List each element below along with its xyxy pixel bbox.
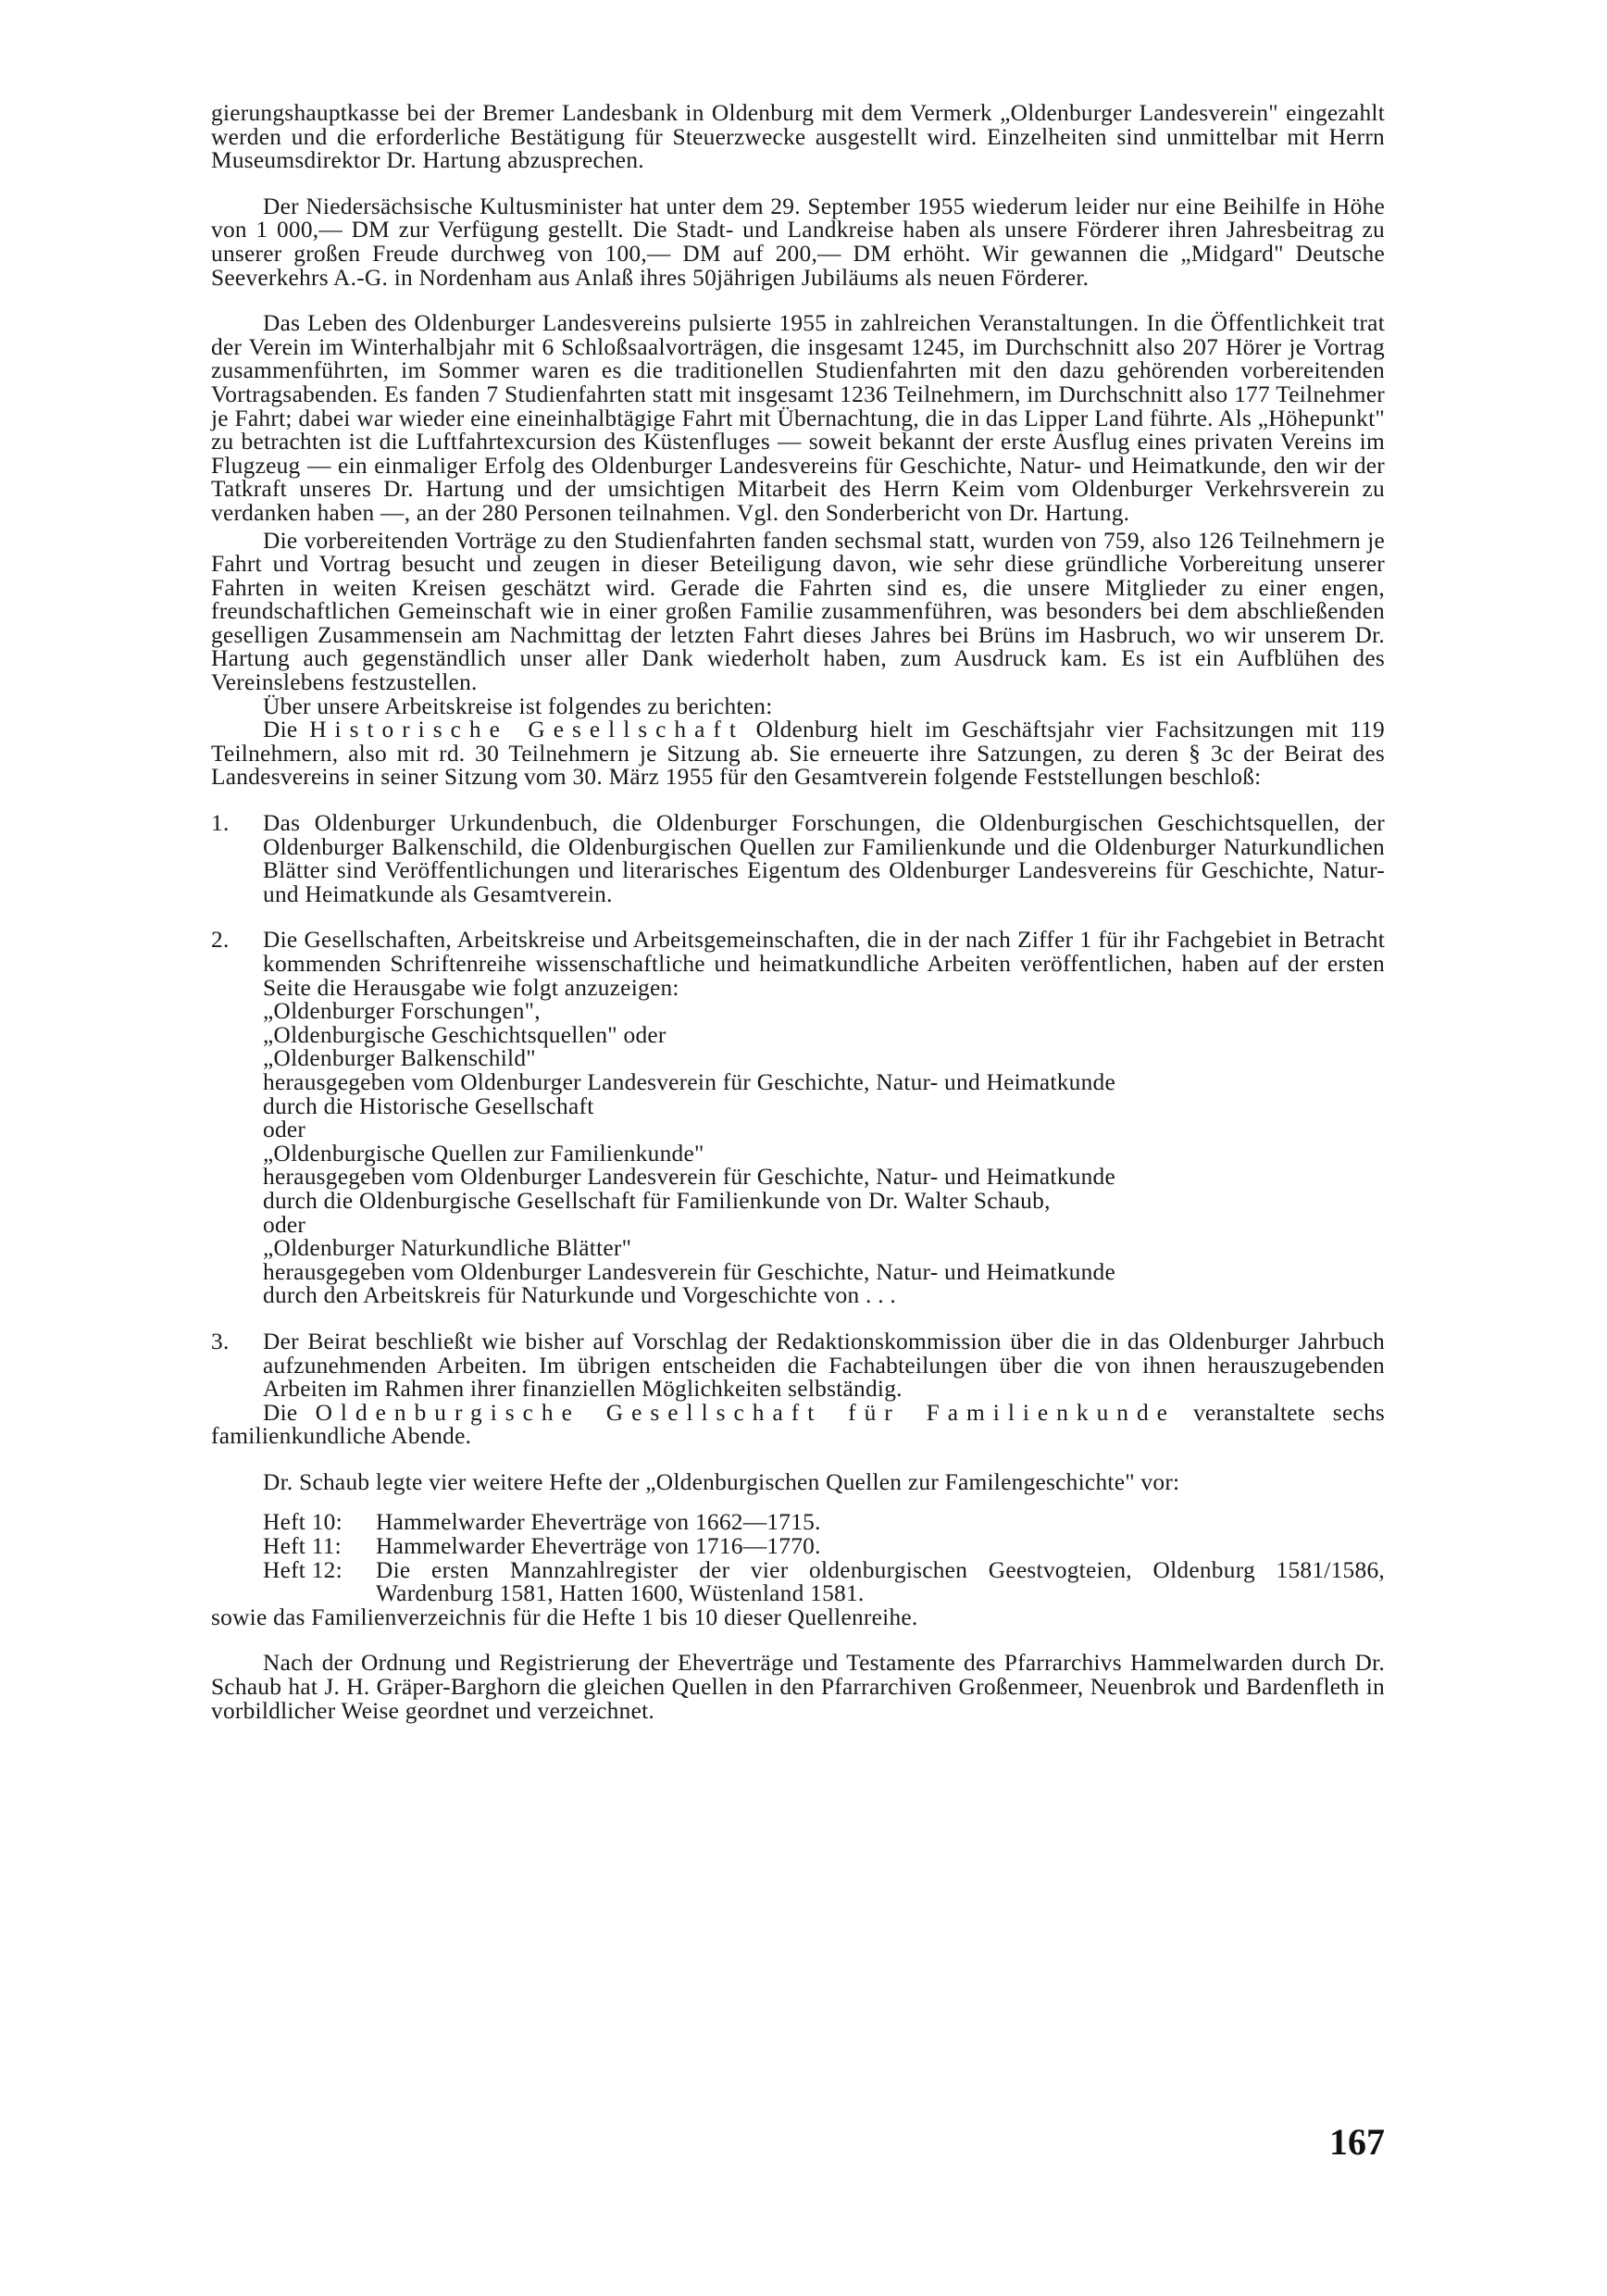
list-line: durch die Oldenburgische Gesellschaft für Familienkunde von Dr. Walter Schaub,: [263, 1187, 1051, 1214]
list-number: 3.: [211, 1328, 230, 1354]
heft-text: Die ersten Mannzahlregister der vier oldenburgischen Geestvogteien, Oldenburg 1581/1586, Wardenburg 1581, Hatten 1600, Wüstenland 1581.: [376, 1556, 1385, 1607]
heft-label: Heft 11:: [263, 1533, 342, 1560]
paragraph-kasse: gierungshauptkasse bei der Bremer Landesbank in Oldenburg mit dem Vermerk „Oldenburger Landesverein" eingezahlt werden und die erforderliche Bestätigung für Steuerzwecke ausgestellt wird. Einzelheiten sind unmittelbar mit Herrn Museumsdirektor Dr. Hartung abzusprechen.: [211, 100, 1385, 174]
paragraph-arbeitskreise: Über unsere Arbeitskreise ist folgendes zu berichten:: [263, 693, 773, 719]
paragraph-familienverzeichnis: sowie das Familienverzeichnis für die Hefte 1 bis 10 dieser Quellenreihe.: [211, 1603, 918, 1630]
paragraph-kultusminister: Der Niedersächsische Kultusminister hat unter dem 29. September 1955 wiederum leider nur eine Beihilfe in Höhe von 1 000,— DM zur Verfügung gestellt. Die Stadt- und Landkreise haben als unsere Förderer ihren Jahresbeitrag zu unserer großen Freude durchweg von 100,— DM auf 200,— DM erhöht. Wir gewannen die „Midgard" Deutsche Seeverkehrs A.-G. in Nordenham aus Anlaß ihres 50jährigen Jubiläums als neuen Förderer.: [211, 193, 1385, 291]
list-line: „Oldenburger Forschungen",: [263, 998, 541, 1025]
document-page: [211, 102, 1385, 1723]
fk-post: veranstaltete sechs familienkundliche Abende.: [211, 1399, 1386, 1450]
page-number: 167: [1329, 2121, 1385, 2163]
heft-text: Hammelwarder Eheverträge von 1662—1715.: [376, 1509, 821, 1536]
fk-pre: Die: [263, 1399, 316, 1426]
list-item-1: [211, 812, 1385, 906]
hg-post: Oldenburg hielt im Geschäftsjahr vier Fachsitzungen mit 119 Teilnehmern, also mit rd. 30 Teilnehmern je Sitzung ab. Sie erneuerte ihre Satzungen, zu deren § 3c der Beirat des Landesvereins in seiner Sitzung vom 30. März 1955 für den Gesamtverein folgende Feststellungen beschloß:: [211, 717, 1386, 791]
heft-label: Heft 12:: [263, 1556, 343, 1583]
paragraph-graeper-barghorn: Nach der Ordnung und Registrierung der Eheverträge und Testamente des Pfarrarchivs Hammelwarden durch Dr. Schaub hat J. H. Gräper-Barghorn die gleichen Quellen in den Pfarrarchiven Großenmeer, Neuenbrok und Bardenfleth in vorbildlicher Weise geordnet und verzeichnet.: [211, 1650, 1385, 1724]
list-line: „Oldenburger Naturkundliche Blätter": [263, 1235, 632, 1262]
hg-pre: Die: [263, 717, 310, 743]
paragraph-schaub-hefte: Dr. Schaub legte vier weitere Hefte der „Oldenburgischen Quellen zur Familengeschichte" vor:: [263, 1468, 1180, 1495]
list-line: herausgegeben vom Oldenburger Landesverein für Geschichte, Natur- und Heimatkunde: [263, 1068, 1116, 1095]
list-line: herausgegeben vom Oldenburger Landesverein für Geschichte, Natur- und Heimatkunde: [263, 1164, 1116, 1191]
list-line: oder: [263, 1211, 306, 1238]
feststellungen-list: [211, 812, 1385, 1402]
list-line: durch die Historische Gesellschaft: [263, 1092, 594, 1119]
heft-row: [263, 1511, 1385, 1535]
list-line: „Oldenburgische Quellen zur Familienkunde": [263, 1140, 704, 1167]
list-line: oder: [263, 1117, 306, 1143]
heft-row: [263, 1556, 1385, 1607]
list-line: „Oldenburger Balkenschild": [263, 1045, 536, 1072]
list-line: „Oldenburgische Geschichtsquellen" oder: [263, 1021, 666, 1048]
list-item-3: [211, 1330, 1385, 1402]
list-line: durch den Arbeitskreis für Naturkunde und Vorgeschichte von . . .: [263, 1282, 897, 1309]
list-item-intro: Die Gesellschaften, Arbeitskreise und Arbeitsgemeinschaften, die in der nach Ziffer 1 für ihr Fachgebiet in Betracht kommenden Schriftenreihe wissenschaftliche und heimatkundliche Arbeiten veröffentlichen, haben auf der ersten Seite die Herausgabe wie folgt anzuzeigen:: [263, 927, 1385, 1001]
list-number: 1.: [211, 810, 230, 837]
paragraph-vereinsleben: Das Leben des Oldenburger Landesvereins pulsierte 1955 in zahlreichen Veranstaltungen. In die Öffentlichkeit trat der Verein im Winterhalbjahr mit 6 Schloßsaalvorträgen, die insgesamt 1245, im Durchschnitt also 207 Hörer je Vortrag zusammenführten, im Sommer waren es die traditionellen Studienfahrten mit den dazu gehörenden vorbereitenden Vortragsabenden. Es fanden 7 Studienfahrten statt mit insgesamt 1236 Teilnehmern, im Durchschnitt also 177 Teilnehmer je Fahrt; dabei war wieder eine eineinhalbtägige Fahrt mit Übernachtung, die in das Lipper Land führte. Als „Höhepunkt" zu betrachten ist die Luftfahrtexcursion des Küstenfluges — soweit bekannt der erste Ausflug eines privaten Vereins im Flugzeug — ein einmaliger Erfolg des Oldenburger Landesvereins für Geschichte, Natur- und Heimatkunde, den wir der Tatkraft unseres Dr. Hartung und der umsichtigen Mitarbeit des Herrn Keim vom Oldenburger Verkehrsverein zu verdanken haben —, an der 280 Personen teilnahmen. Vgl. den Sonderbericht von Dr. Hartung.: [211, 310, 1385, 526]
paragraph-familienkunde: [211, 1399, 1386, 1450]
hefte-list: [211, 1511, 1385, 1605]
list-line: herausgegeben vom Oldenburger Landesverein für Geschichte, Natur- und Heimatkunde: [263, 1258, 1116, 1285]
list-item-2: [211, 929, 1385, 1308]
paragraph-vortraege: Die vorbereitenden Vorträge zu den Studienfahrten fanden sechsmal statt, wurden von 759, also 126 Teilnehmern je Fahrt und Vortrag besucht und zeugen in dieser Beteiligung davon, wie sehr diese gründliche Vorbereitung unserer Fahrten in weiten Kreisen geschätzt wird. Gerade die Fahrten sind es, die unsere Mitglieder zu einer engen, freundschaftlichen Gemeinschaft wie in einer großen Familie zusammenführen, was besonders bei dem abschließenden geselligen Zusammensein am Nachmittag der letzten Fahrt dieses Jahres bei Brüns im Hasbruch, wo wir unserem Dr. Hartung auch gegenständlich unser aller Dank wiederholt haben, zum Ausdruck kam. Es ist ein Aufblühen des Vereinslebens festzustellen.: [211, 527, 1385, 696]
list-item-text: Der Beirat beschließt wie bisher auf Vorschlag der Redaktionskommission über die in das Oldenburger Jahrbuch aufzunehmenden Arbeiten. Im übrigen entscheiden die Fachabteilungen über die von ihnen herauszugebenden Arbeiten im Rahmen ihrer finanziellen Möglichkeiten selbständig.: [263, 1328, 1385, 1403]
heft-text: Hammelwarder Eheverträge von 1716—1770.: [376, 1533, 821, 1560]
hg-name-spaced: Historische Gesellschaft: [309, 717, 744, 743]
paragraph-historische-gesellschaft: [211, 718, 1385, 790]
fk-name-spaced: Oldenburgische Gesellschaft für Familienkunde: [315, 1399, 1176, 1426]
heft-row: [263, 1535, 1385, 1559]
list-number: 2.: [211, 927, 230, 954]
heft-label: Heft 10:: [263, 1509, 343, 1536]
list-item-text: Das Oldenburger Urkundenbuch, die Oldenburger Forschungen, die Oldenburgischen Geschichtsquellen, der Oldenburger Balkenschild, die Oldenburgischen Quellen zur Familienkunde und die Oldenburger Naturkundlichen Blätter sind Veröffentlichungen und literarisches Eigentum des Oldenburger Landesvereins für Geschichte, Natur- und Heimatkunde als Gesamtverein.: [263, 810, 1385, 907]
